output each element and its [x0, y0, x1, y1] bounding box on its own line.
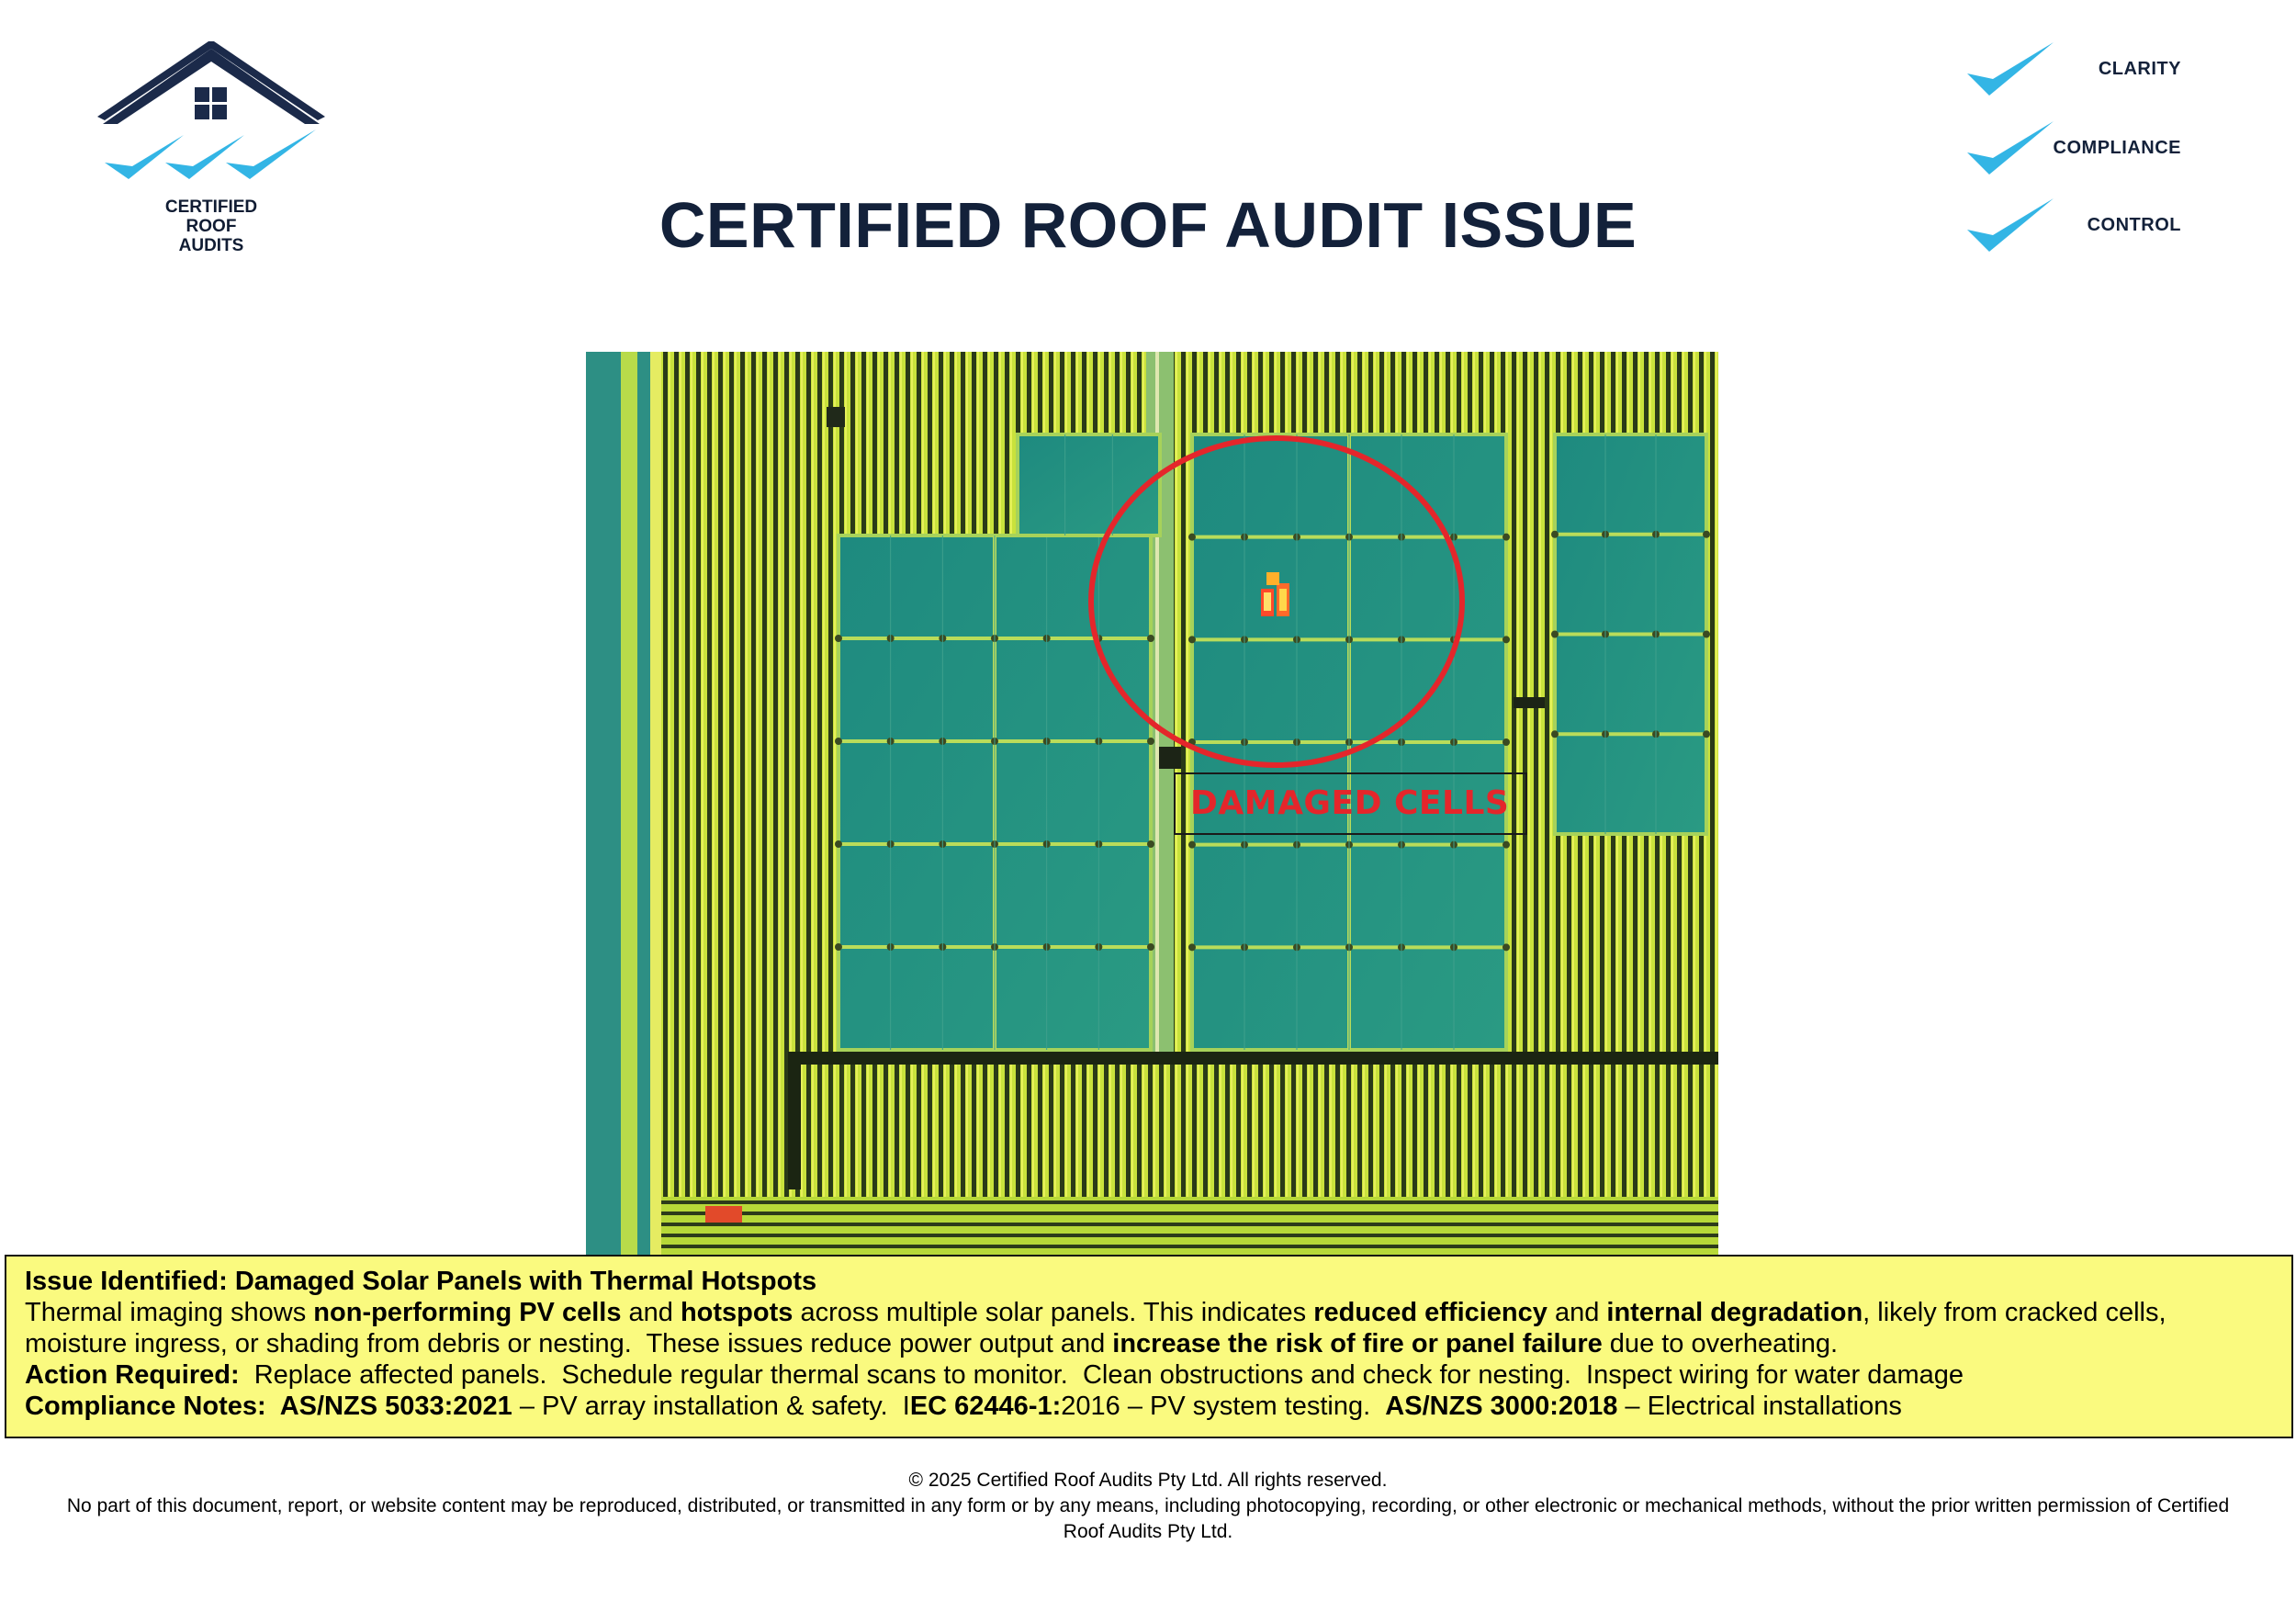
compliance-notes	[25, 1391, 2275, 1422]
footer	[55, 1468, 2241, 1545]
logo-line-1: CERTIFIED	[164, 197, 258, 217]
solar-array-center	[1188, 434, 1510, 1050]
description-run: , likely from cracked cells, moisture ingress, or shading from debris or nesting. These issues reduce power output and	[25, 1298, 2174, 1358]
action-label: Action Required:	[25, 1360, 240, 1390]
issue-box	[5, 1255, 2293, 1438]
badge-label: CLARITY	[2098, 59, 2181, 79]
issue-heading-text: Issue Identified: Damaged Solar Panels with Thermal Hotspots	[25, 1267, 817, 1296]
description-run: and	[621, 1298, 681, 1327]
compliance-run: EC 62446-1:	[909, 1392, 1062, 1421]
badge-control	[1965, 193, 2213, 257]
compliance-run: AS/NZS 3000:2018	[1385, 1392, 1618, 1421]
issue-heading	[25, 1266, 2275, 1297]
solar-array-left	[835, 535, 1154, 1050]
description-run: reduced efficiency	[1313, 1298, 1548, 1327]
action-text: Replace affected panels. Schedule regular thermal scans to monitor. Clean obstructions and check for nesting. Inspect wiring for water damage	[239, 1360, 1964, 1390]
check-icon	[1965, 193, 2057, 257]
check-icon	[1965, 37, 2057, 101]
badge-label: COMPLIANCE	[2053, 138, 2181, 158]
badge-list	[1965, 37, 2213, 266]
compliance-run: – PV array installation & safety. I	[512, 1392, 910, 1421]
description-run: internal degradation	[1606, 1298, 1863, 1327]
compliance-run: – Electrical installations	[1617, 1392, 1902, 1421]
description-run: across multiple solar panels. This indicates	[793, 1298, 1314, 1327]
solar-array-right	[1551, 434, 1710, 834]
badge-compliance	[1965, 116, 2213, 180]
copyright-text: © 2025 Certified Roof Audits Pty Ltd. All rights reserved.	[908, 1470, 1388, 1491]
badge-label: CONTROL	[2087, 215, 2181, 235]
description-run: and	[1547, 1298, 1607, 1327]
thermal-image-graphic	[586, 352, 1718, 1257]
page-title: CERTIFIED ROOF AUDIT ISSUE	[658, 189, 1638, 261]
action-required	[25, 1359, 2275, 1391]
house-with-checkmarks-icon	[92, 41, 331, 207]
damaged-cells-label: DAMAGED CELLS	[1174, 772, 1527, 835]
description-run: non-performing PV cells	[313, 1298, 622, 1327]
description-run: increase the risk of fire or panel failure	[1112, 1329, 1603, 1358]
logo-line-2: ROOF	[186, 217, 237, 236]
legal-notice: No part of this document, report, or website content may be reproduced, distributed, or transmitted in any form or by any means, including photocopying, recording, or other electronic or mechanical methods, without the prior written permission of Certified Roof Audits Pty Ltd.	[66, 1495, 2230, 1542]
compliance-run: Compliance Notes: AS/NZS 5033:2021	[25, 1392, 512, 1421]
solar-array-left-top	[1018, 434, 1160, 535]
issue-description	[25, 1297, 2275, 1359]
compliance-run: 2016 – PV system testing.	[1061, 1392, 1386, 1421]
badge-clarity	[1965, 37, 2213, 101]
description-run: due to overheating.	[1602, 1329, 1839, 1358]
logo-line-3: AUDITS	[178, 236, 244, 255]
thermal-roof-image	[586, 352, 1718, 1257]
description-run: Thermal imaging shows	[25, 1298, 314, 1327]
description-run: hotspots	[680, 1298, 793, 1327]
check-icon	[1965, 116, 2057, 180]
